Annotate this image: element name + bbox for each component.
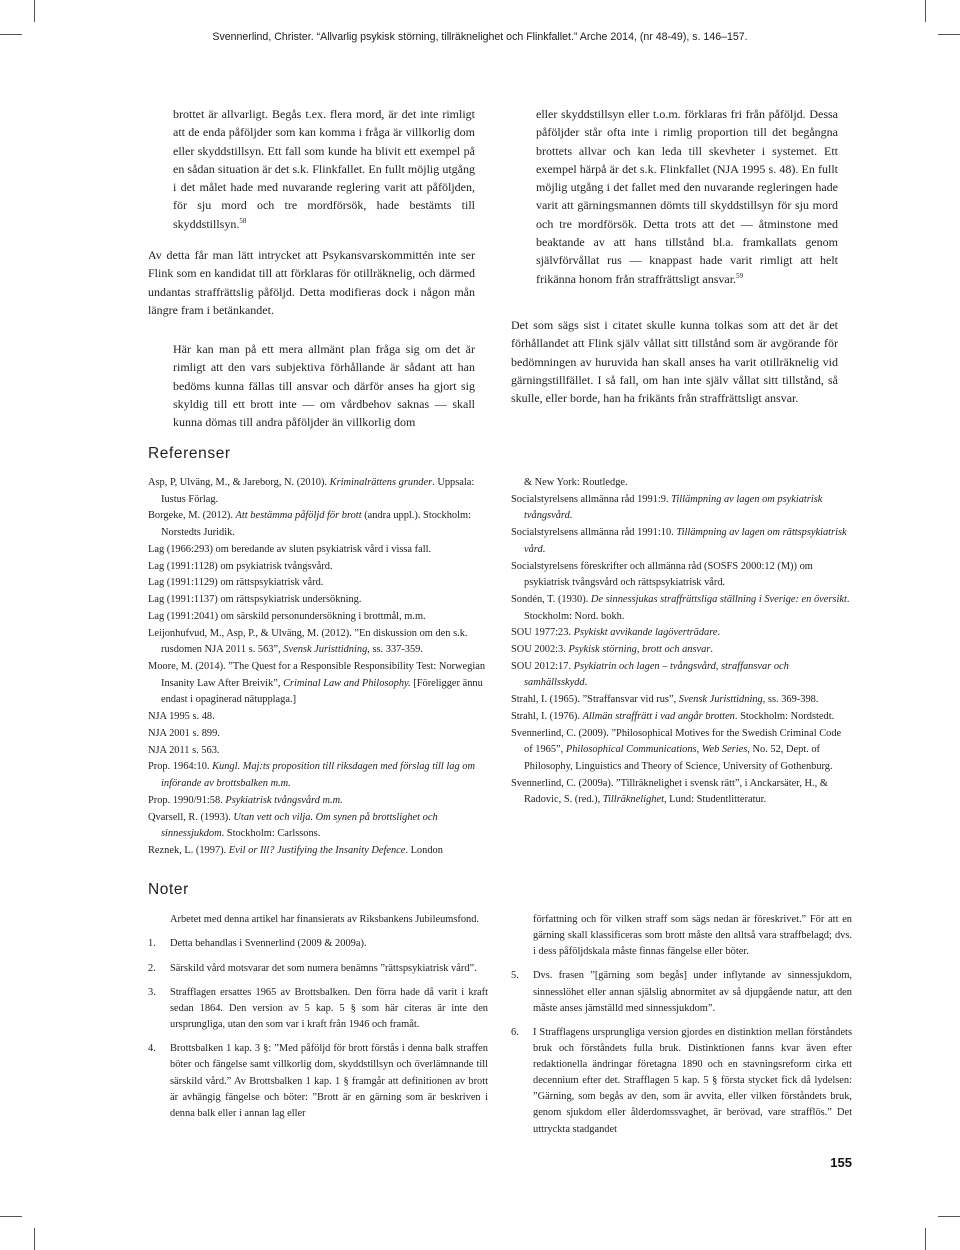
- reference-text: NJA 2011 s. 563.: [148, 744, 220, 756]
- reference-text: Borgeke, M. (2012).: [148, 510, 236, 522]
- notes-right-column: [511, 912, 852, 1146]
- reference-text: .: [710, 644, 713, 656]
- reference-entry: [148, 726, 488, 743]
- reference-text: Socialstyrelsens allmänna råd 1991:9.: [511, 493, 672, 505]
- reference-text: Svennerlind, C. (2009a). ”Tillräknelighet i svensk rätt”, i Anckarsäter, H., & Radovic, S. (red.),: [511, 777, 828, 806]
- reference-text: .: [569, 510, 573, 522]
- reference-entry: [148, 659, 488, 709]
- body-paragraph-2: Det som sägs sist i citatet skulle kunna tolkas som att det är det förhållandet att Flink själv vållat sitt tillstånd som är avgörande för bedömningen av huruvida han skall anses ha varit otillräknelig vid gärningstillfället. I så fall, om han inte själv vållat sitt tillstånd, så skulle, eller borde, han ha frikänts från straffrättsligt ansvar.: [511, 318, 838, 406]
- reference-text: Svensk Juristtidning: [678, 694, 763, 706]
- reference-text: Lag (1991:1129) om rättspsykiatrisk vård.: [148, 577, 324, 589]
- note-number: 3.: [148, 986, 156, 998]
- crop-mark-bottom-right-v: [925, 1228, 926, 1250]
- references-heading: Referenser: [148, 445, 231, 462]
- reference-text: Strahl, I. (1965). ”Straffansvar vid rus”,: [511, 694, 679, 706]
- footnote-ref-59[interactable]: 59: [736, 271, 744, 280]
- note-text: författning och för vilken straff som sägs nedan är föreskrivet.” För att en gärning skall klassificeras som brott måste den alltså vara straffbelagd; dvs. i dess påföljdskala måste finnas fängelse eller böter.: [533, 914, 852, 958]
- reference-entry: [511, 525, 852, 558]
- note-number: 2.: [148, 962, 156, 974]
- note-item: [148, 912, 488, 928]
- reference-text: Qvarsell, R. (1993).: [148, 811, 234, 823]
- reference-text: Lag (1991:2041) om särskild personundersökning i brottmål, m.m.: [148, 610, 426, 622]
- note-text: Brottsbalken 1 kap. 3 §: ”Med påföljd för brott förstås i denna balk straffen böter och fängelse samt villkorlig dom, skyddstillsyn och överlämnande till särskild vård.” Av Brottsbalken 1 kap. 1 § framgår att definitionen av brott är avhängig fängelse och böter: ”Brott är en gärning som är beskriven i denna balk eller i annan lag eller: [170, 1043, 488, 1119]
- note-item: [148, 985, 488, 1033]
- reference-text: . London: [405, 844, 443, 856]
- reference-entry: [511, 642, 852, 659]
- reference-entry: [511, 692, 852, 709]
- note-item: [148, 961, 488, 977]
- reference-text: Prop. 1990/91:58.: [148, 794, 226, 806]
- right-column-quote: [536, 105, 838, 288]
- reference-text: Leijonhufvud, M., Asp, P., & Ulväng, M. (2012). ”En diskussion om den s.k. rusdomen NJA 2011 s. 563”,: [148, 627, 468, 656]
- reference-text: Lag (1991:1128) om psykiatrisk tvångsvård.: [148, 560, 333, 572]
- note-text: Detta behandlas i Svennerlind (2009 & 2009a).: [170, 938, 367, 950]
- reference-text: Philosophical Communications: [565, 744, 697, 756]
- reference-text: , ss. 369-398.: [762, 694, 819, 706]
- crop-mark-bottom-right-h: [938, 1216, 960, 1217]
- note-item: [511, 968, 852, 1016]
- reference-text: Tillämpning av lagen om psykiatrisk tvångsvård: [524, 493, 823, 522]
- reference-entry: [511, 709, 852, 726]
- reference-text: Psykiatrin och lagen – tvångsvård, straffansvar och samhällsskydd: [524, 660, 789, 689]
- block-quote-continued: [536, 105, 838, 288]
- reference-text: Utan vett och vilja. Om synen på brottslighet och sinnessjukdom: [161, 811, 438, 840]
- body-paragraph-1: Av detta får man lätt intrycket att Psykansvarskommittén inte ser Flink som en kandidat till att förklaras för otillräknelig, och därmed undantas straffrättslig påföljd. Detta modifieras dock i någon mån längre fram i betänkandet.: [148, 248, 475, 317]
- reference-text: , No. 52, Dept. of Philosophy, Linguistics and Theory of Science, University of Gothenburg.: [524, 744, 833, 772]
- reference-entry: [148, 609, 488, 626]
- note-number: 4.: [148, 1043, 156, 1055]
- reference-entry: [511, 475, 852, 492]
- reference-entry: [148, 743, 488, 760]
- reference-text: NJA 2001 s. 899.: [148, 727, 220, 739]
- reference-text: & New York: Routledge.: [524, 477, 628, 488]
- reference-text: , ss. 337-359.: [367, 644, 423, 656]
- reference-entry: [511, 492, 852, 525]
- note-item: [511, 912, 852, 960]
- reference-text: Att bestämma påföljd för brott: [235, 510, 362, 522]
- note-item: [148, 1041, 488, 1121]
- reference-text: De sinnessjukas straffrättsliga ställning i Sverige: en översikt: [590, 593, 847, 605]
- crop-mark-bottom-left-h: [0, 1216, 22, 1217]
- block-quote-continued-text: eller skyddstillsyn eller t.o.m. förklaras fri från påföljd. Dessa påföljder står ofta inte i rimlig proportion till det begångna brottets allvar och kan leda till skevheter i systemet. Ett exempel härpå är det s.k. Flinkfallet (NJA 1995 s. 48). En fullt möjlig utgång i det fallet med den nuvarande regleringen hade varit att gärningsmannen dömts till skyddstillsyn för sju mord och tre mordförsök. Detta trots att det — åtminstone med beaktande av att hans tillstånd bl.a. framkallats genom självförvållat rus — knappast hade varit rimligt att helt frikänna honom från straffrättsligt ansvar.: [536, 107, 838, 286]
- note-text: Strafflagen ersattes 1965 av Brottsbalken. Den förra hade då varit i kraft sedan 1864. Den version av 5 kap. 5 § som här citeras är inte den ursprungliga, utan den som var i kraft från 1946 och framåt.: [170, 986, 488, 1031]
- reference-text: SOU 2012:17.: [511, 660, 574, 672]
- reference-text: Moore, M. (2014). ”The Quest for a Responsible Responsibility Test: Norwegian Insanity Law After Breivik”,: [148, 661, 486, 689]
- reference-entry: [148, 542, 488, 559]
- reference-entry: [148, 508, 488, 541]
- reference-text: (andra uppl.). Stockholm: Norstedts Juridik.: [161, 510, 471, 538]
- reference-text: Psykiatrisk tvångsvård m.m.: [225, 794, 343, 806]
- reference-text: Lag (1966:293) om beredande av sluten psykiatrisk vård i vissa fall.: [148, 543, 432, 555]
- reference-text: Svennerlind, C. (2009). ”Philosophical Motives for the Swedish Criminal Code of 1965”,: [511, 727, 842, 756]
- reference-text: . Uppsala: Iustus Förlag.: [161, 477, 475, 505]
- reference-entry: [148, 843, 488, 860]
- crop-mark-top-left-v: [34, 0, 35, 22]
- references-right-column: [511, 475, 852, 809]
- reference-entry: [511, 559, 852, 592]
- reference-entry: [148, 592, 488, 609]
- left-column: [173, 105, 475, 233]
- reference-entry: [148, 810, 488, 843]
- note-item: [511, 1025, 852, 1138]
- reference-entry: [148, 575, 488, 592]
- running-header: Svennerlind, Christer. “Allvarlig psykisk störning, tillräknelighet och Flinkfallet.” Arche 2014, (nr 48-49), s. 146–157.: [212, 31, 748, 43]
- reference-text: Allmän straffrätt i vad angår brotten: [582, 711, 735, 722]
- note-text: I Strafflagens ursprungliga version gjordes en distinktion mellan förståndets bruk och förståndets fulla bruk. Distinktionen fanns kvar även efter redaktionella ändringar företagna 1890 och en stavningsreform cirka ett decennium efter det. Strafflagen 5 kap. 5 § första stycket fick då lydelsen: ”Gärning, som begås av den, som är avvita, eller vilken förståndets bruk, genom sjukdom eller ålderdomssvaghet, är berövad, vare strafflös.” Det uttryckta stadgandet: [533, 1026, 852, 1135]
- reference-text: Psykisk störning, brott och ansvar: [568, 644, 711, 656]
- reference-entry: [148, 793, 488, 810]
- note-number: 6.: [511, 1026, 519, 1038]
- reference-entry: [148, 759, 488, 792]
- reference-text: Socialstyrelsens allmänna råd 1991:10.: [511, 527, 677, 539]
- reference-text: [Föreligger ännu endast i opaginerad nätupplaga.]: [161, 677, 483, 706]
- note-number: 5.: [511, 970, 519, 982]
- block-quote-1: [173, 105, 475, 233]
- note-item: [148, 936, 488, 952]
- reference-text: Tillämpning av lagen om rättspsykiatrisk vård: [524, 527, 847, 555]
- note-text: Särskild vård motsvarar det som numera benämns ”rättspsykiatrisk vård”.: [170, 962, 477, 974]
- crop-mark-top-right-v: [925, 0, 926, 22]
- reference-text: Kungl. Maj:ts proposition till riksdagen med förslag till lag om införande av brottsbalken m.m.: [161, 761, 475, 789]
- reference-text: .: [542, 543, 546, 555]
- reference-text: SOU 1977:23.: [511, 627, 574, 639]
- reference-entry: [148, 709, 488, 726]
- reference-text: . Stockholm: Carlssons.: [221, 828, 321, 840]
- reference-text: Prop. 1964:10.: [148, 761, 213, 773]
- reference-text: Reznek, L. (1997).: [148, 844, 229, 856]
- reference-text: Evil or Ill? Justifying the Insanity Defence: [228, 844, 406, 856]
- reference-text: Criminal Law and Philosophy.: [283, 677, 411, 689]
- reference-text: . Stockholm: Nordstedt.: [734, 711, 835, 722]
- reference-entry: [511, 659, 852, 692]
- right-column-paragraph: [511, 316, 838, 407]
- reference-text: Asp, P, Ulväng, M., & Jareborg, N. (2010).: [148, 477, 330, 488]
- left-column-quote-2: [173, 340, 475, 431]
- block-quote-1-text: brottet är allvarligt. Begås t.ex. flera mord, är det inte rimligt att de enda påföljder som kan komma i fråga är villkorlig dom eller skyddstillsyn. Ett fall som kunde ha blivit ett exempel på en sådan situation är det s.k. Flinkfallet. En fullt möjlig utgång i det målet hade med nuvarande reglering varit att påföljden, för sju mord och tre mordförsök, hade bestämts till skyddstillsyn.: [173, 107, 475, 231]
- notes-heading: Noter: [148, 881, 189, 898]
- reference-entry: [511, 625, 852, 642]
- notes-left-column: [148, 912, 488, 1130]
- reference-entry: [148, 626, 488, 659]
- reference-text: ,: [696, 744, 702, 756]
- reference-text: Svensk Juristtidning: [283, 644, 368, 656]
- footnote-ref-58[interactable]: 58: [239, 216, 247, 225]
- page-number: 155: [830, 1155, 852, 1170]
- reference-text: Kriminalrättens grunder: [329, 477, 433, 488]
- note-text: Dvs. frasen ”[gärning som begås] under inflytande av sinnessjukdom, sinnesslöhet eller annan själslig abnormitet av så djupgående natur, att den måste anses jämställd med sinnessjukdom”.: [533, 970, 852, 1014]
- note-number: 1.: [148, 938, 156, 950]
- reference-entry: [511, 592, 852, 625]
- reference-text: . Stockholm: Nord. bokh.: [524, 593, 850, 622]
- reference-text: Psykiskt avvikande lagöverträdare: [573, 627, 718, 639]
- reference-text: Tillräknelighet: [602, 794, 664, 806]
- reference-text: Sondén, T. (1930).: [511, 593, 591, 605]
- reference-text: .: [717, 627, 721, 639]
- reference-entry: [511, 726, 852, 776]
- reference-text: Web Series: [701, 744, 748, 756]
- reference-text: SOU 2002:3.: [511, 644, 569, 656]
- reference-text: Socialstyrelsens föreskrifter och allmänna råd (SOSFS 2000:12 (M)) om psykiatrisk tvångsvård och rättspsykiatrisk vård.: [511, 560, 813, 589]
- reference-entry: [148, 559, 488, 576]
- reference-text: , Lund: Studentlitteratur.: [663, 794, 767, 806]
- reference-entry: [511, 776, 852, 809]
- block-quote-2: Här kan man på ett mera allmänt plan fråga sig om det är rimligt att den vars subjektiva förhållande är sådant att han bedöms kunna fällas till ansvar och därför anses ha gjort sig skyldig till ett brott inte — om vårdbehov saknas — skall kunna dömas till andra påföljder än villkorlig dom: [173, 342, 475, 430]
- crop-mark-bottom-left-v: [34, 1228, 35, 1250]
- reference-entry: [148, 475, 488, 508]
- reference-text: Lag (1991:1137) om rättspsykiatrisk undersökning.: [148, 594, 362, 606]
- reference-text: Strahl, I. (1976).: [511, 711, 583, 722]
- reference-text: NJA 1995 s. 48.: [148, 711, 215, 722]
- left-column-paragraph: [148, 246, 475, 319]
- reference-text: .: [584, 677, 588, 689]
- note-text: Arbetet med denna artikel har finansierats av Riksbankens Jubileumsfond.: [170, 914, 480, 925]
- references-left-column: [148, 475, 488, 860]
